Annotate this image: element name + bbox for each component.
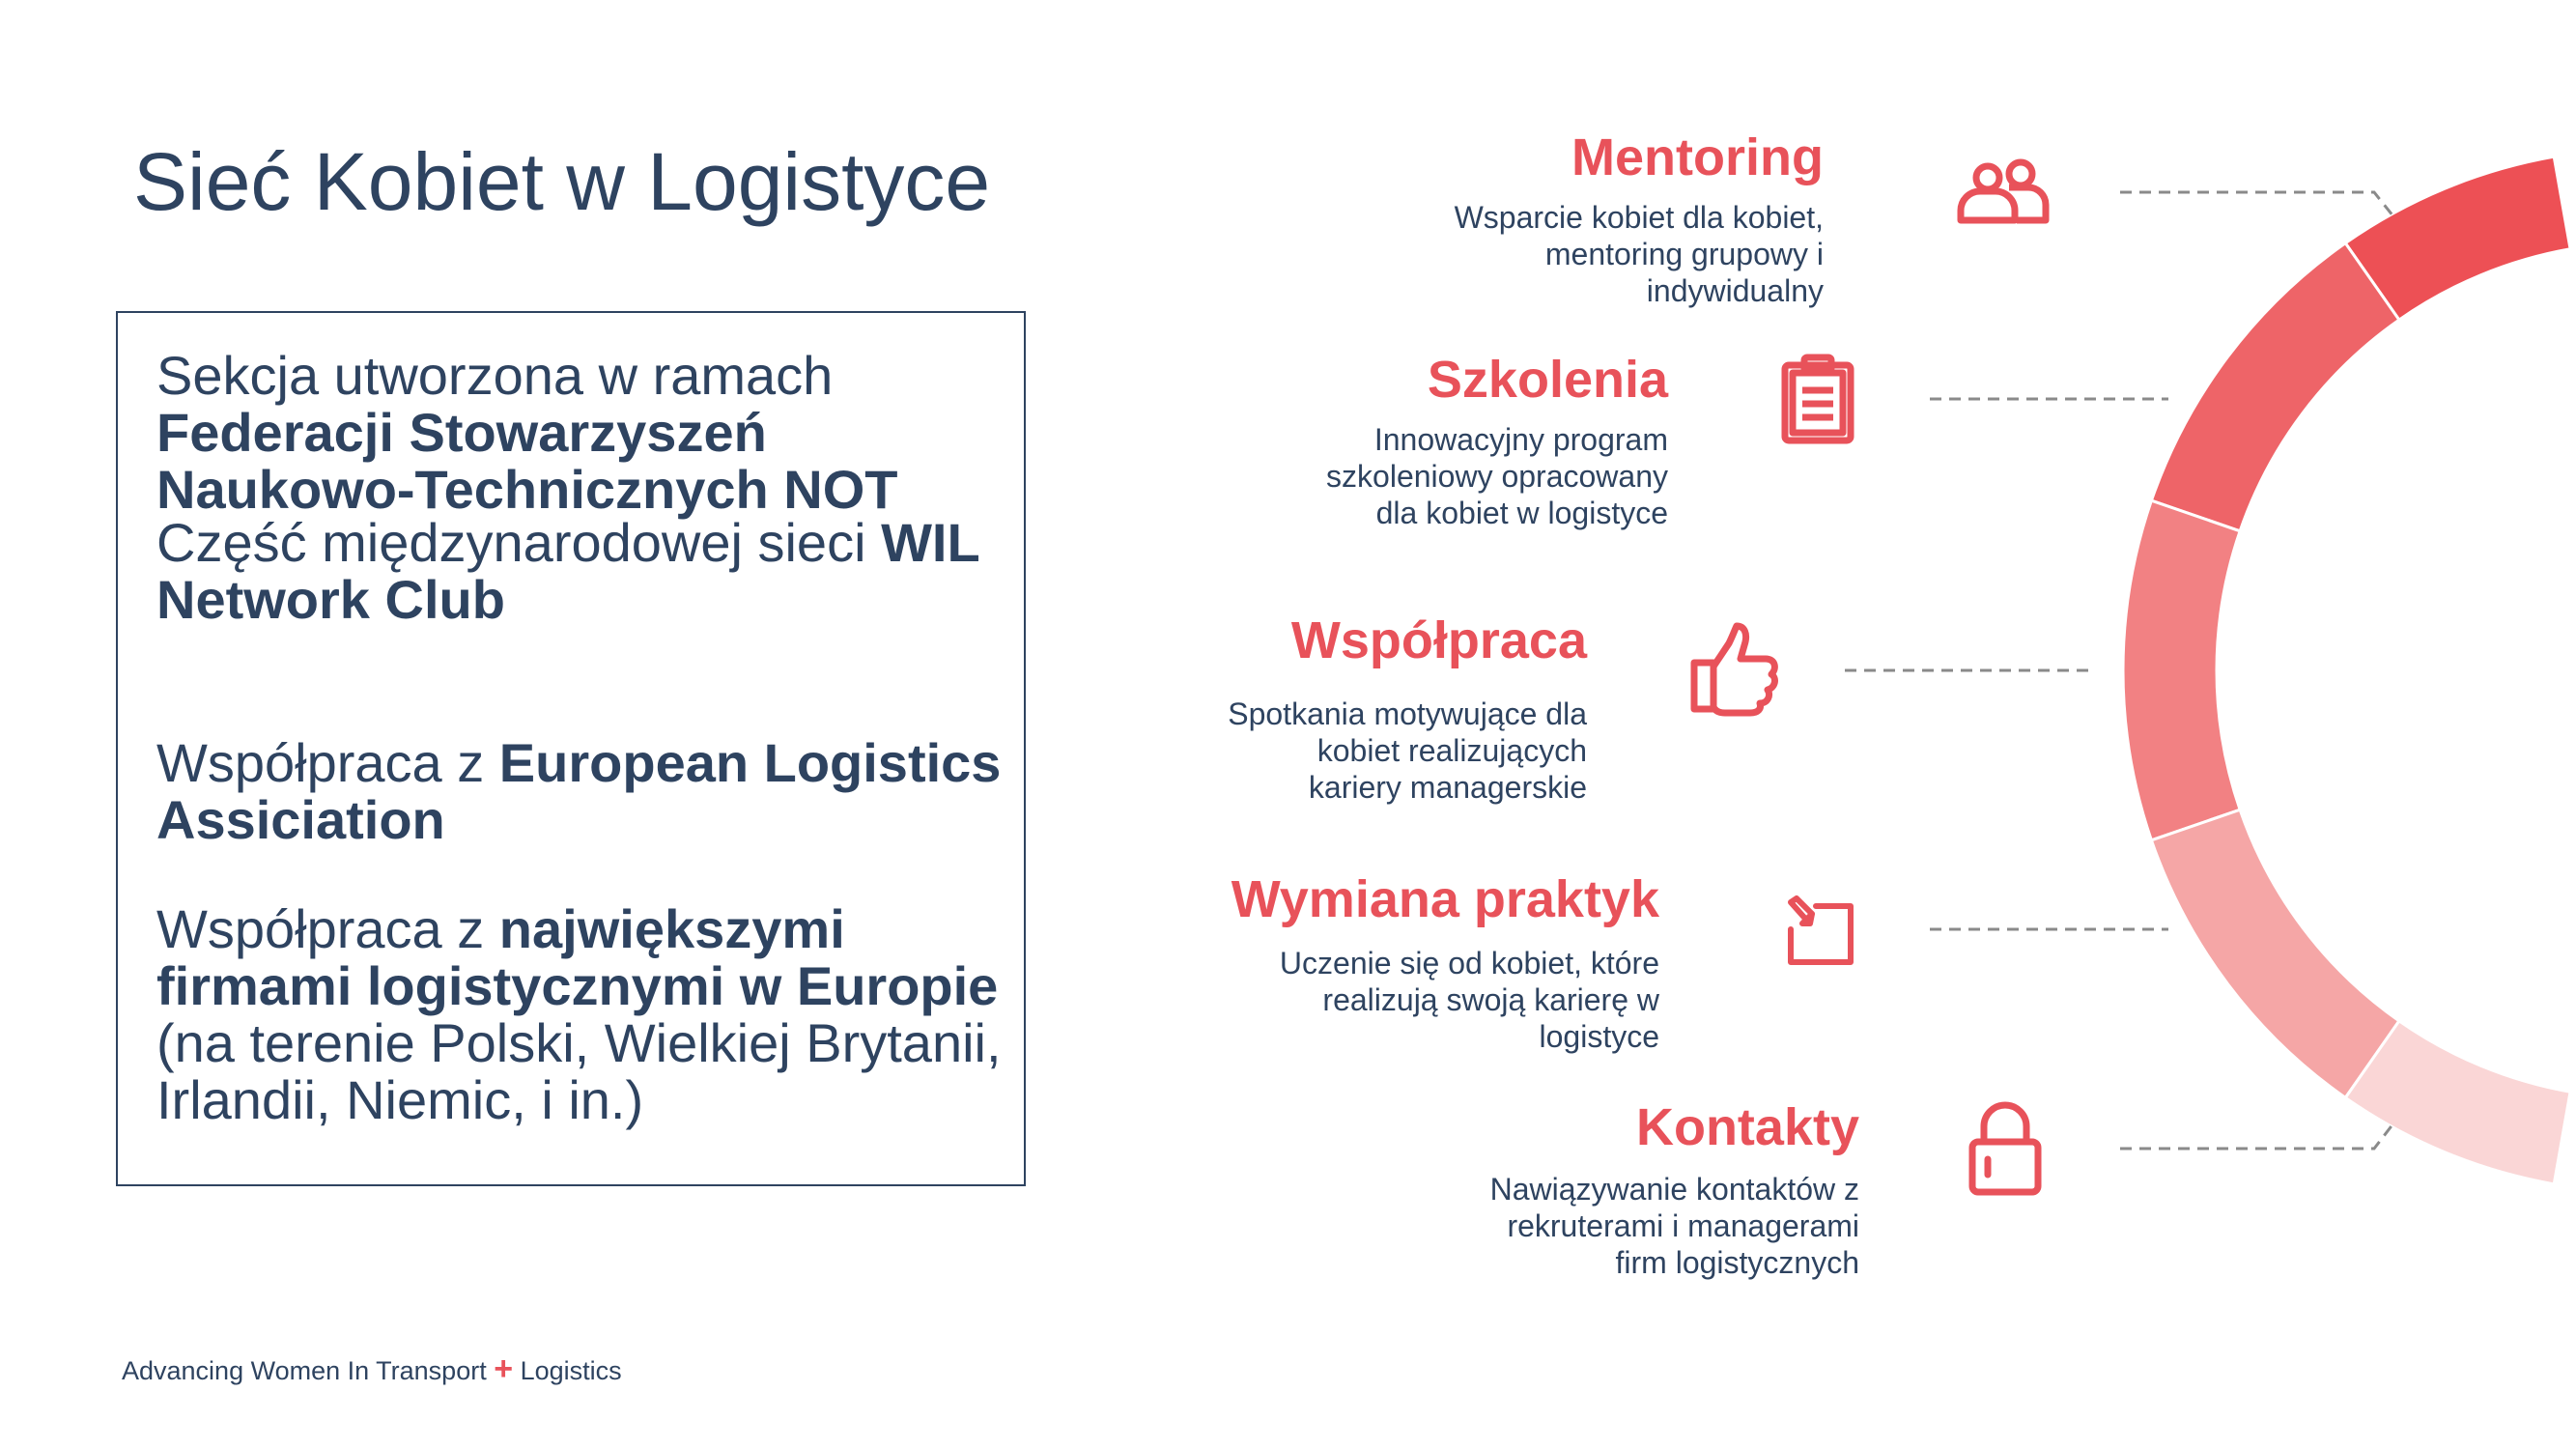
feature-desc-mentoring bbox=[1455, 199, 1824, 309]
desc-line: Wsparcie kobiet dla kobiet, bbox=[1454, 200, 1824, 235]
footer-suffix: Logistics bbox=[513, 1356, 622, 1385]
desc-line: kariery managerskie bbox=[1308, 770, 1587, 805]
connector-line bbox=[2120, 192, 2393, 216]
edit-icon bbox=[1783, 895, 1856, 968]
ring-segment bbox=[2123, 500, 2240, 840]
desc-line: szkoleniowy opracowany bbox=[1326, 459, 1668, 494]
feature-desc-wymiana-praktyk bbox=[1280, 945, 1659, 1055]
desc-line: realizują swoją karierę w bbox=[1322, 982, 1659, 1017]
text-run: Część międzynarodowej sieci bbox=[156, 512, 882, 573]
bold-text: WIL Network Club bbox=[156, 512, 979, 630]
feature-desc-kontakty bbox=[1490, 1171, 1859, 1281]
desc-line: Uczenie się od kobiet, które bbox=[1279, 946, 1659, 980]
desc-line: dla kobiet w logistyce bbox=[1375, 496, 1668, 530]
desc-line: kobiet realizujących bbox=[1316, 733, 1587, 768]
feature-title-wymiana-praktyk: Wymiana praktyk bbox=[1231, 870, 1659, 928]
ring-segment bbox=[2151, 243, 2398, 531]
desc-line: rekruterami i managerami bbox=[1507, 1208, 1859, 1243]
feature-desc-wspolpraca bbox=[1228, 696, 1587, 806]
desc-line: Spotkania motywujące dla bbox=[1228, 696, 1587, 731]
ring-segments bbox=[2123, 156, 2570, 1184]
page-title: Sieć Kobiet w Logistyce bbox=[133, 136, 991, 227]
desc-line: Innowacyjny program bbox=[1373, 422, 1668, 457]
connector-line bbox=[2120, 1123, 2393, 1149]
feature-title-wspolpraca: Współpraca bbox=[1290, 611, 1587, 669]
desc-line: firm logistycznych bbox=[1615, 1245, 1859, 1280]
clipboard-icon bbox=[1779, 354, 1856, 446]
desc-line: indywidualny bbox=[1646, 273, 1824, 308]
bold-text: największymi firmami logistycznymi w Europie bbox=[156, 898, 999, 1016]
people-icon bbox=[1955, 155, 2052, 232]
feature-title-mentoring: Mentoring bbox=[1571, 128, 1824, 186]
text-run: Współpraca z bbox=[156, 898, 499, 959]
desc-line: mentoring grupowy i bbox=[1544, 237, 1824, 271]
text-run: (na terenie Polski, Wielkiej Brytanii, Irlandii, Niemic, i in.) bbox=[156, 1012, 1002, 1130]
footer-prefix: Advancing Women In Transport bbox=[122, 1356, 495, 1385]
bold-text: Federacji Stowarzyszeń Naukowo-Technicznych NOT bbox=[156, 402, 898, 520]
thumbs-up-icon bbox=[1688, 622, 1781, 719]
footer-plus: + bbox=[494, 1350, 514, 1387]
feature-desc-szkolenia bbox=[1326, 421, 1668, 531]
desc-line: logistyce bbox=[1539, 1019, 1659, 1054]
lock-icon bbox=[1967, 1101, 2044, 1198]
text-run: Sekcja utworzona w ramach bbox=[156, 345, 834, 406]
bold-text: European Logistics Assiciation bbox=[156, 732, 1002, 850]
text-run: Współpraca z bbox=[156, 732, 499, 793]
feature-title-szkolenia: Szkolenia bbox=[1427, 351, 1668, 409]
desc-line: Nawiązywanie kontaktów z bbox=[1489, 1172, 1859, 1207]
ring-segment bbox=[2151, 810, 2398, 1097]
feature-title-kontakty: Kontakty bbox=[1635, 1098, 1859, 1156]
